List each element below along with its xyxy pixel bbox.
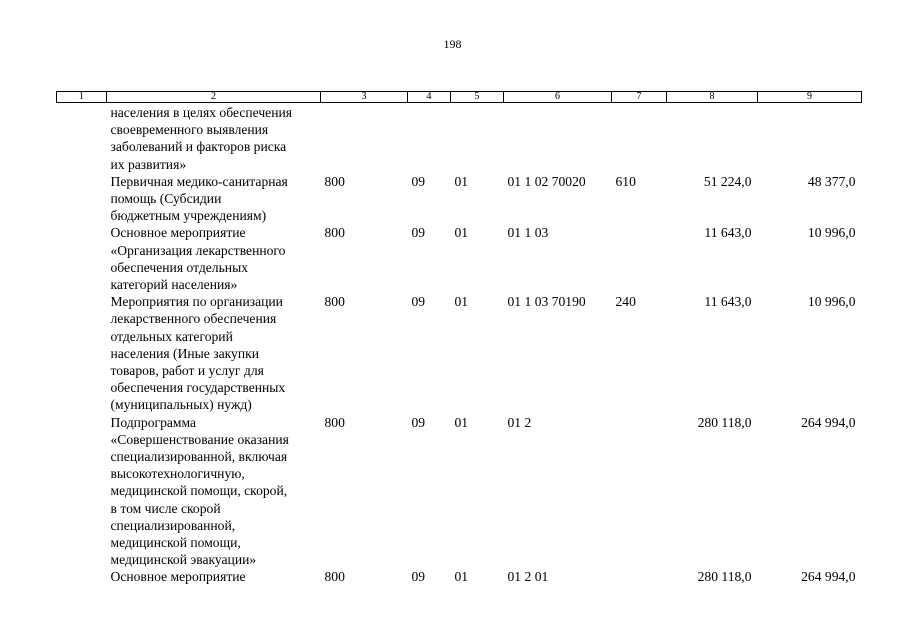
table-row	[57, 103, 862, 173]
row-name-line: в том числе скорой	[110, 500, 221, 516]
expense-type-cell	[612, 103, 667, 173]
ministry-code-cell	[321, 103, 408, 173]
column-number-header: 2	[107, 92, 321, 103]
row-name-line: их развития»	[110, 156, 187, 172]
amount-year2-cell: 48 377,0	[807, 173, 856, 189]
row-name-line: «Совершенствование оказания	[110, 431, 289, 447]
subsection-cell: 01	[454, 569, 469, 585]
row-name-line: (муниципальных) нужд)	[110, 397, 252, 413]
expense-type-cell	[612, 414, 667, 569]
row-name-line: специализированной,	[110, 517, 236, 533]
row-name-cell	[107, 293, 321, 413]
row-name-line: своевременного выявления	[110, 122, 269, 138]
column-number-header: 6	[504, 92, 612, 103]
row-name-line: Основное мероприятие	[110, 225, 246, 241]
expense-type-cell	[612, 568, 667, 585]
table-row	[57, 568, 862, 585]
column-number-header: 8	[667, 92, 758, 103]
row-name-line: товаров, работ и услуг для	[110, 363, 264, 379]
row-name-line: высокотехнологичную,	[110, 466, 245, 482]
row-col1-cell	[57, 103, 107, 173]
row-name-line: медицинской помощи, скорой,	[110, 483, 288, 499]
ministry-code-cell: 800	[324, 414, 345, 430]
amount-year1-cell	[667, 103, 758, 173]
column-number-header: 4	[408, 92, 451, 103]
amount-year2-cell: 264 994,0	[801, 414, 856, 430]
section-cell: 09	[411, 225, 426, 241]
row-name-line: отдельных категорий	[110, 328, 233, 344]
row-name-line: населения в целях обеспечения	[110, 105, 292, 120]
target-article-cell: 01 2 01	[507, 569, 549, 585]
section-cell: 09	[411, 569, 426, 585]
row-col1-cell	[57, 414, 107, 569]
subsection-cell	[451, 103, 504, 173]
column-number-header: 1	[57, 92, 107, 103]
ministry-code-cell: 800	[324, 225, 345, 241]
expense-type-cell	[612, 224, 667, 293]
table-row	[57, 224, 862, 293]
amount-year2-cell	[758, 103, 862, 173]
target-article-cell: 01 2	[507, 414, 532, 430]
amount-year2-cell: 10 996,0	[807, 225, 856, 241]
row-name-line: помощь (Субсидии	[110, 191, 222, 207]
row-name-cell	[107, 414, 321, 569]
subsection-cell: 01	[454, 225, 469, 241]
table-row	[57, 293, 862, 413]
column-number-header: 7	[612, 92, 667, 103]
table-row	[57, 173, 862, 225]
row-name-line: Основное мероприятие	[110, 569, 246, 585]
row-name-line: обеспечения государственных	[110, 380, 286, 396]
ministry-code-cell: 800	[324, 294, 345, 310]
expense-type-cell: 610	[615, 173, 636, 189]
column-number-header: 9	[758, 92, 862, 103]
column-number-header-row	[57, 92, 862, 103]
row-name-line: лекарственного обеспечения	[110, 311, 277, 327]
row-col1-cell	[57, 224, 107, 293]
amount-year1-cell: 280 118,0	[697, 414, 752, 430]
section-cell: 09	[411, 294, 426, 310]
section-cell: 09	[411, 173, 426, 189]
row-name-cell	[107, 224, 321, 293]
target-article-cell: 01 1 03 70190	[507, 294, 586, 310]
budget-table	[56, 91, 862, 586]
amount-year1-cell: 11 643,0	[704, 294, 752, 310]
subsection-cell: 01	[454, 294, 469, 310]
row-name-line: Мероприятия по организации	[110, 294, 283, 310]
target-article-cell	[504, 103, 612, 173]
row-name-line: Подпрограмма	[110, 414, 197, 430]
amount-year1-cell: 11 643,0	[704, 225, 752, 241]
amount-year1-cell: 280 118,0	[697, 569, 752, 585]
row-name-line: Первичная медико-санитарная	[110, 173, 288, 189]
expense-type-cell: 240	[615, 294, 636, 310]
section-cell: 09	[411, 414, 426, 430]
subsection-cell: 01	[454, 414, 469, 430]
ministry-code-cell: 800	[324, 569, 345, 585]
amount-year2-cell: 10 996,0	[807, 294, 856, 310]
row-name-cell	[107, 173, 321, 225]
column-number-header: 5	[451, 92, 504, 103]
row-col1-cell	[57, 568, 107, 585]
row-name-line: специализированной, включая	[110, 449, 288, 465]
column-number-header: 3	[321, 92, 408, 103]
section-cell	[408, 103, 451, 173]
row-name-cell	[107, 568, 321, 585]
target-article-cell: 01 1 03	[507, 225, 549, 241]
row-name-line: бюджетным учреждениям)	[110, 208, 267, 224]
subsection-cell: 01	[454, 173, 469, 189]
amount-year2-cell: 264 994,0	[801, 569, 856, 585]
row-name-cell	[107, 103, 321, 173]
row-name-line: населения (Иные закупки	[110, 345, 260, 361]
row-name-line: обеспечения отдельных	[110, 259, 248, 275]
table-row	[57, 414, 862, 569]
row-name-line: медицинской эвакуации»	[110, 552, 257, 568]
row-name-line: медицинской помощи,	[110, 535, 241, 551]
row-name-line: категорий населения»	[110, 277, 238, 293]
row-name-line: заболеваний и факторов риска	[110, 139, 287, 155]
page-number: 198	[443, 37, 462, 51]
row-name-line: «Организация лекарственного	[110, 242, 286, 258]
target-article-cell: 01 1 02 70020	[507, 173, 586, 189]
row-col1-cell	[57, 173, 107, 225]
row-col1-cell	[57, 293, 107, 413]
ministry-code-cell: 800	[324, 173, 345, 189]
amount-year1-cell: 51 224,0	[703, 173, 752, 189]
